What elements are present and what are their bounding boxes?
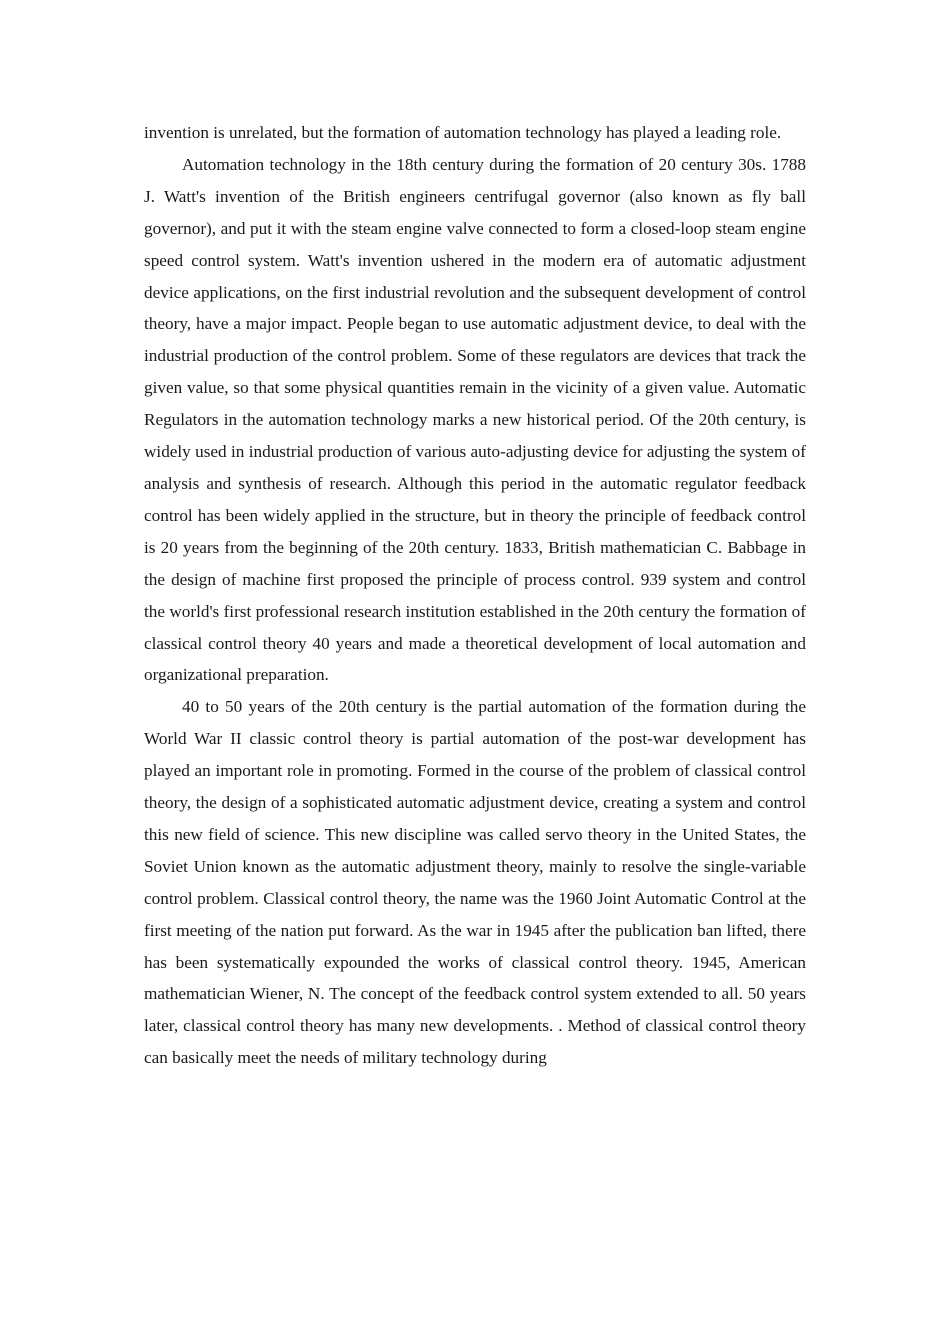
- body-text: [144, 117, 806, 1074]
- paragraph-watt-governor: Automation technology in the 18th century during the formation of 20 century 30s. 1788 J. Watt's invention of the British engineers centrifugal governor (also known as fly ball governor), and put it with the steam engine valve connected to form a closed-loop steam engine speed control system. Watt's invention ushered in the modern era of automatic adjustment device applications, on the first industrial revolution and the subsequent development of control theory, have a major impact. People began to use automatic adjustment device, to deal with the industrial production of the control problem. Some of these regulators are devices that track the given value, so that some physical quantities remain in the vicinity of a given value. Automatic Regulators in the automation technology marks a new historical period. Of the 20th century, is widely used in industrial production of various auto-adjusting device for adjusting the system of analysis and synthesis of research. Although this period in the automatic regulator feedback control has been widely applied in the structure, but in theory the principle of feedback control is 20 years from the beginning of the 20th century. 1833, British mathematician C. Babbage in the design of machine first proposed the principle of process control. 939 system and control the world's first professional research institution established in the 20th century the formation of classical control theory 40 years and made a theoretical development of local automation and organizational preparation.: [144, 154, 806, 685]
- paragraph-classical-control: 40 to 50 years of the 20th century is the partial automation of the formation during the World War II classic control theory is partial automation of the post-war development has played an important role in promoting. Formed in the course of the problem of classical control theory, the design of a sophisticated automatic adjustment device, creating a system and control this new field of science. This new discipline was called servo theory in the United States, the Soviet Union known as the automatic adjustment theory, mainly to resolve the single-variable control problem. Classical control theory, the name was the 1960 Joint Automatic Control at the first meeting of the nation put forward. As the war in 1945 after the publication ban lifted, there has been systematically expounded the works of classical control theory. 1945, American mathematician Wiener, N. The concept of the feedback control system extended to all. 50 years later, classical control theory has many new developments. . Method of classical control theory can basically meet the needs of military technology during: [144, 697, 806, 1068]
- paragraph-continuation: invention is unrelated, but the formation of automation technology has played a leading role.: [144, 123, 782, 142]
